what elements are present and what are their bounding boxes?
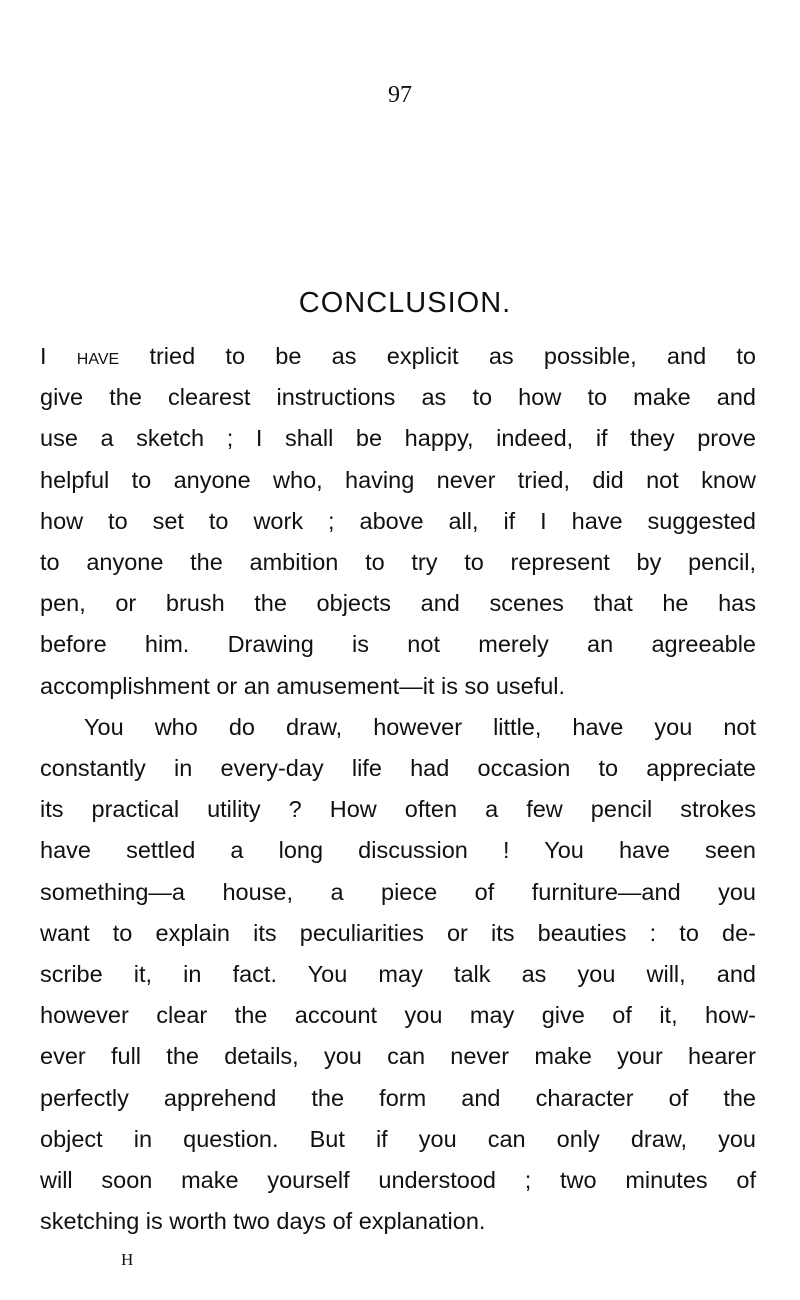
text-line: how to set to work ; above all, if I have suggested xyxy=(40,507,756,534)
text-line: its practical utility ? How often a few pencil strokes xyxy=(40,796,756,823)
text-line: use a sketch ; I shall be happy, indeed, if they prove xyxy=(40,425,756,452)
text-line: however clear the account you may give of it, how- xyxy=(40,1002,756,1029)
text-line: You who do draw, however little, have you not xyxy=(84,713,756,740)
text-line: pen, or brush the objects and scenes that he has xyxy=(40,590,756,617)
text-line xyxy=(40,336,756,377)
text-line: scribe it, in fact. You may talk as you will, and xyxy=(40,961,756,988)
text-line: before him. Drawing is not merely an agreeable xyxy=(40,631,756,658)
text-line: ever full the details, you can never make your hearer xyxy=(40,1043,756,1070)
paragraph-1 xyxy=(40,336,756,707)
text-line: constantly in every-day life had occasion to appreciate xyxy=(40,755,756,782)
lead-word: I xyxy=(40,343,47,369)
text-line: have settled a long discussion ! You have seen xyxy=(40,837,756,864)
printer-signature-mark: H xyxy=(121,1250,134,1269)
chapter-title: CONCLUSION. xyxy=(298,287,512,319)
text-line: accomplishment or an amusement—it is so useful. xyxy=(40,672,566,699)
text-line: give the clearest instructions as to how to make and xyxy=(40,384,756,411)
paragraph-2 xyxy=(40,707,756,1243)
text-line: to anyone the ambition to try to represent by pencil, xyxy=(40,549,756,576)
text-line: something—a house, a piece of furniture—and you xyxy=(40,878,756,905)
page-number: 97 xyxy=(388,82,412,108)
text-line: object in question. But if you can only draw, you xyxy=(40,1125,756,1152)
line-text: tried to be as explicit as possible, and to xyxy=(119,343,756,369)
text-line: will soon make yourself understood ; two minutes of xyxy=(40,1167,756,1194)
lead-smallcaps: have xyxy=(76,343,120,369)
text-line: perfectly apprehend the form and character of the xyxy=(40,1084,756,1111)
body-text xyxy=(40,336,756,1242)
text-line: want to explain its peculiarities or its beauties : to de- xyxy=(40,919,756,946)
text-line: helpful to anyone who, having never tried, did not know xyxy=(40,466,756,493)
text-line: sketching is worth two days of explanation. xyxy=(40,1208,486,1235)
